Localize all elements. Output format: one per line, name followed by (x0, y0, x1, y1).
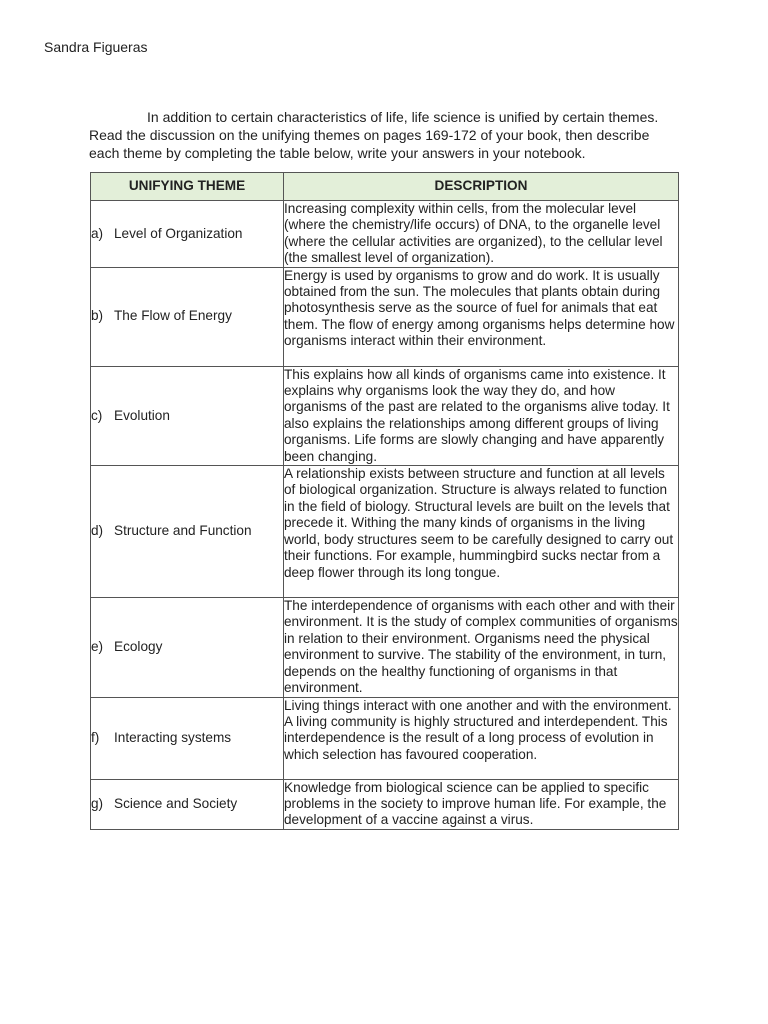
description-cell: Energy is used by organisms to grow and do work. It is usually obtained from the sun. The molecules that plants obtain during photosynthesis serve as the source of fuel for animals that eat them. The flow of energy among organisms helps determine how organisms interact within their environment. (284, 267, 679, 366)
header-unifying-theme: UNIFYING THEME (91, 173, 284, 201)
theme-name: Interacting systems (114, 729, 232, 745)
theme-cell (91, 466, 284, 598)
table-row (91, 779, 679, 829)
theme-name: Structure and Function (114, 523, 252, 539)
description-cell: The interdependence of organisms with each other and with their environment. It is the study of complex communities of organisms in relation to their environment. Organisms need the physical environment to survive. The stability of the environment, in turn, depends on the healthy functioning of organisms in that environment. (284, 598, 678, 696)
theme-name: The Flow of Energy (114, 308, 232, 324)
description-cell: A relationship exists between structure and function at all levels of biological organization. Structure is always related to function in the field of biology. Structural levels are built on the levels that precede it. Withing the many kinds of organisms in the living world, body structures seem to be carefully designed to carry out their functions. For example, hummingbird sucks nectar from a deep flower through its long tongue. (284, 466, 679, 598)
theme-letter: e) (91, 639, 104, 655)
header-description: DESCRIPTION (284, 173, 679, 201)
theme-cell (91, 779, 284, 829)
description-cell: This explains how all kinds of organisms came into existence. It explains why organisms look the way they do, and how organisms of the past are related to the organisms alive today. It also explains the relationships among different groups of living organisms. Life forms are slowly changing and have apparently been changing. (284, 366, 679, 465)
theme-letter: f) (91, 729, 100, 745)
description-cell: Living things interact with one another and with the environment. A living community is highly structured and interdependent. This interdependence is the result of a long process of evolution in which selection has favoured cooperation. (284, 697, 679, 779)
table-header-row (91, 173, 679, 201)
theme-cell (91, 267, 284, 366)
table-row (91, 267, 679, 366)
theme-cell (91, 366, 284, 465)
theme-name: Level of Organization (114, 225, 243, 241)
table-row (91, 366, 679, 465)
intro-paragraph (89, 108, 681, 162)
unifying-themes-table (90, 172, 679, 830)
theme-cell (91, 697, 284, 779)
theme-name: Ecology (114, 639, 163, 655)
theme-name: Evolution (114, 407, 170, 423)
table-row (91, 201, 679, 268)
table-row (91, 697, 679, 779)
theme-name: Science and Society (114, 795, 238, 811)
description-cell: Increasing complexity within cells, from the molecular level (where the chemistry/life occurs) of DNA, to the organelle level (where the cellular activities are organized), to the cellular level (the smallest level of organization). (284, 201, 679, 268)
author-name: Sandra Figueras (44, 39, 148, 55)
table-row (91, 598, 679, 697)
theme-cell (91, 201, 284, 268)
description-cell: Knowledge from biological science can be applied to specific problems in the society to improve human life. For example, the development of a vaccine against a virus. (284, 779, 679, 829)
theme-letter: b) (91, 308, 104, 324)
theme-cell (91, 598, 284, 697)
theme-letter: c) (91, 407, 103, 423)
theme-letter: d) (91, 523, 104, 539)
theme-letter: g) (91, 795, 104, 811)
table-row (91, 466, 679, 598)
theme-letter: a) (91, 225, 104, 241)
intro-text: In addition to certain characteristics of life, life science is unified by certain themes. Read the discussion on the unifying themes on pages 169-172 of your book, then describe each theme by completing the table below, write your answers in your notebook. (89, 109, 659, 161)
